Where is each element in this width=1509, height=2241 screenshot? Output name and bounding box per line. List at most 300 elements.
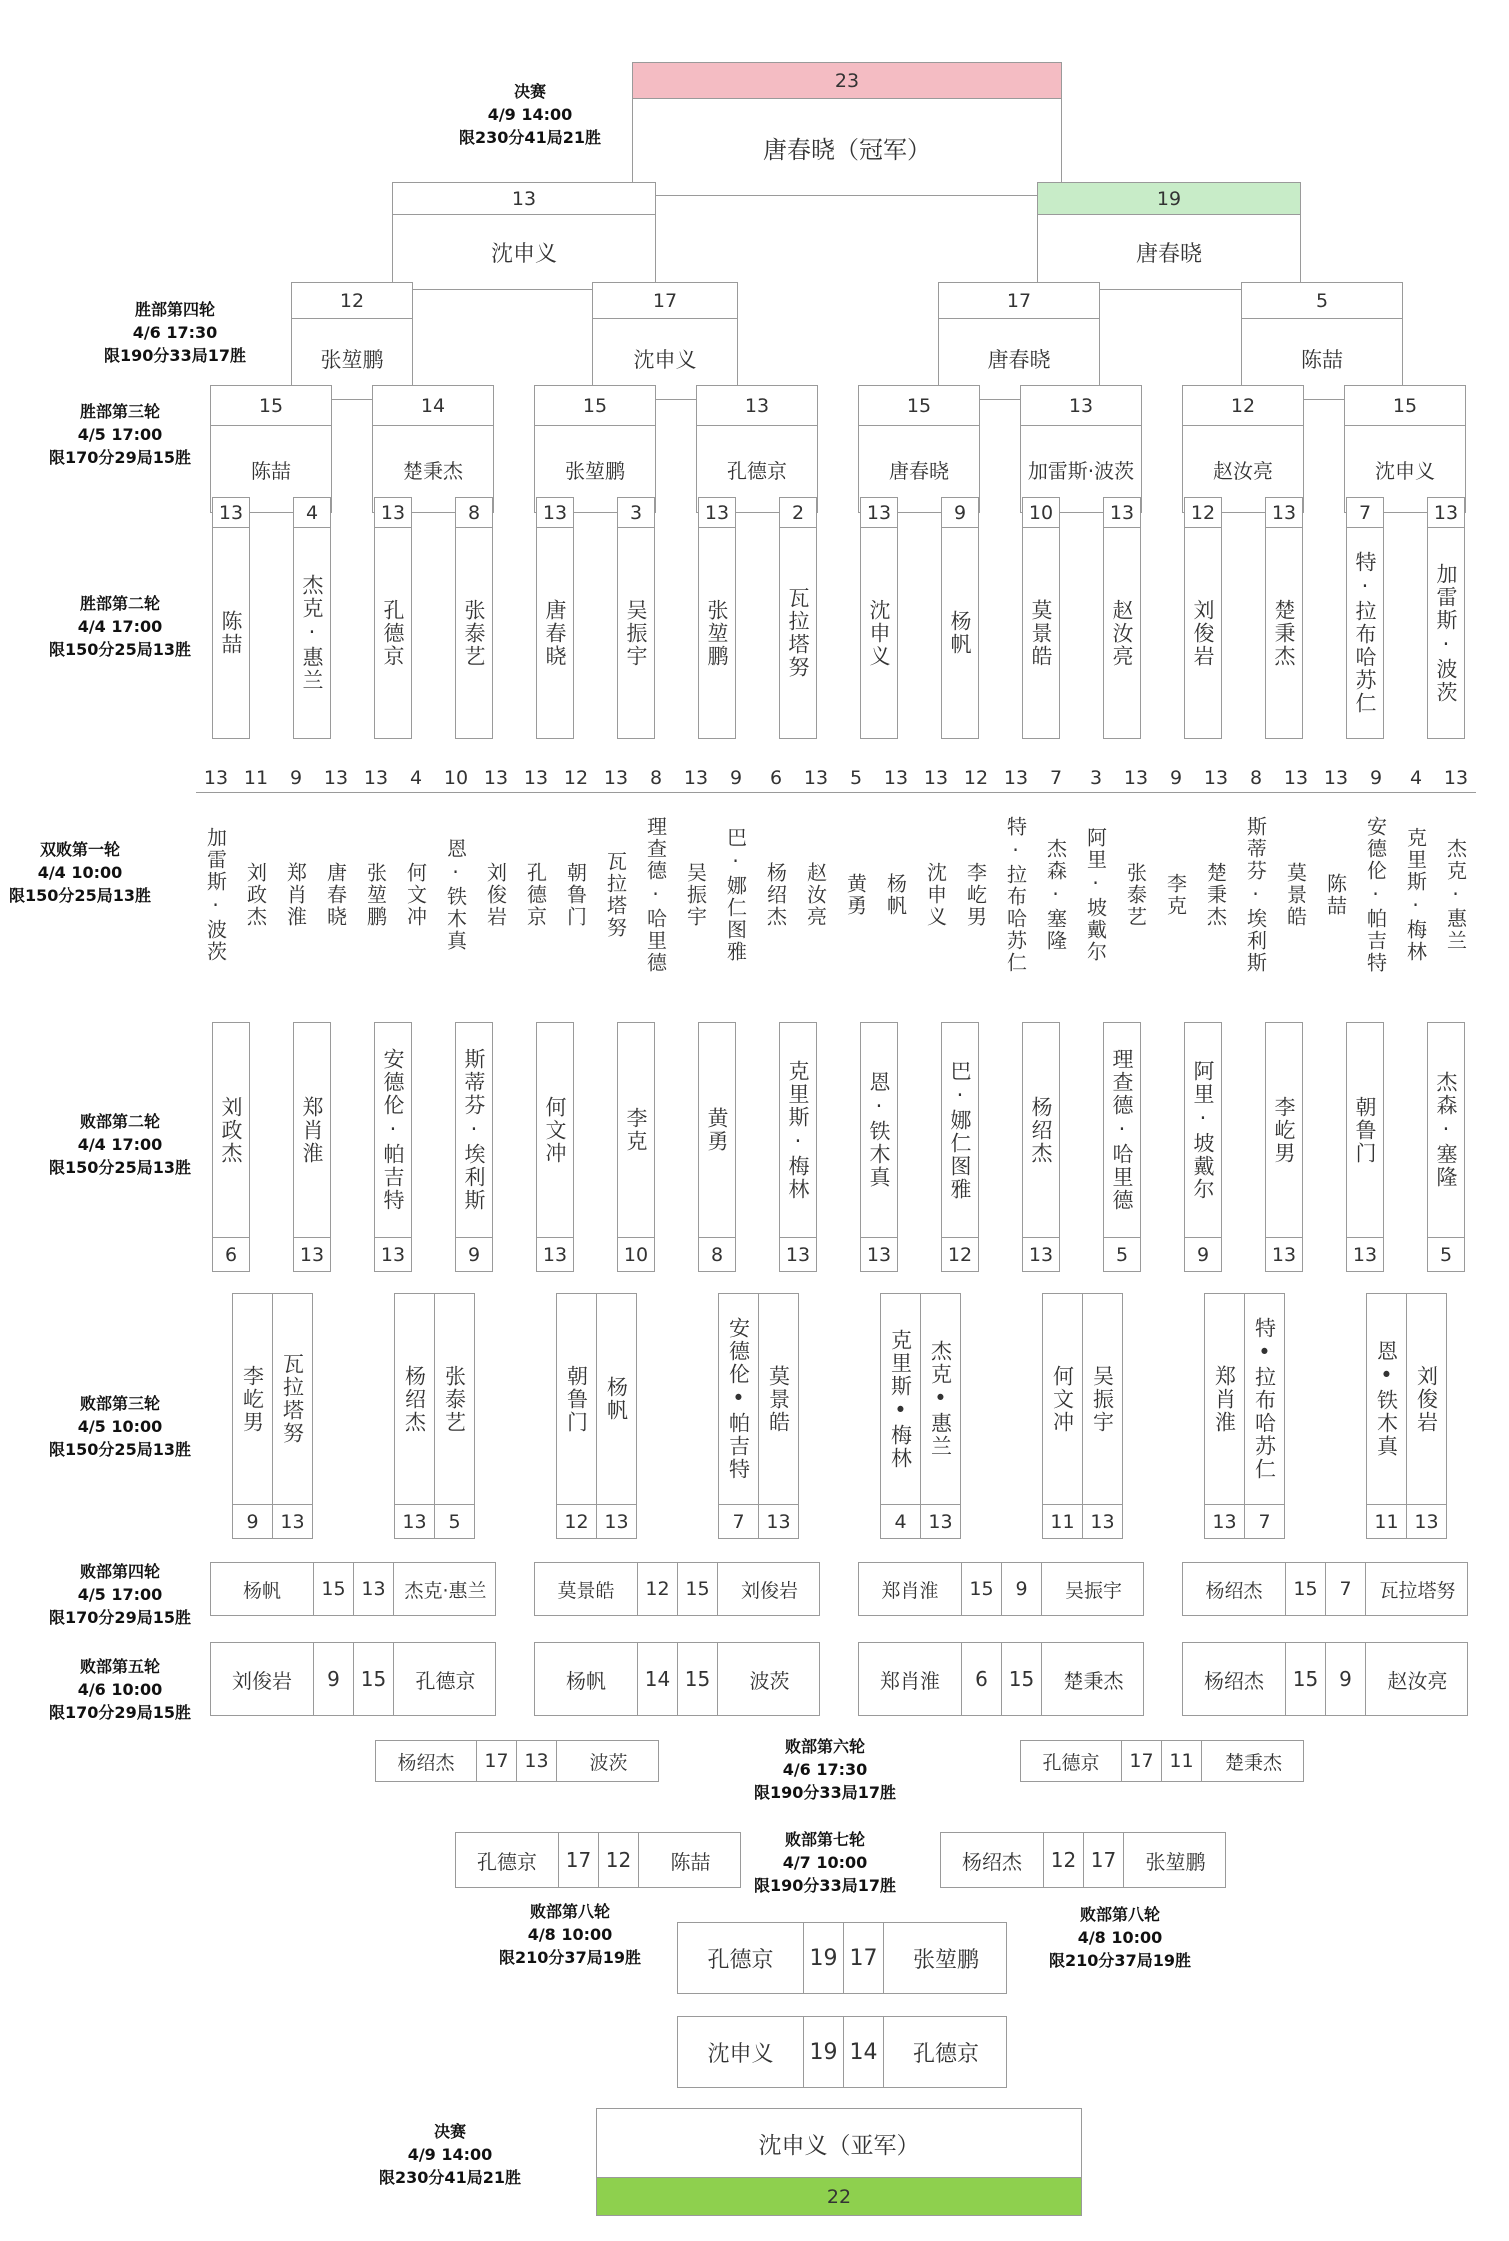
score: 13: [921, 1504, 960, 1538]
player-column[interactable]: [1244, 1293, 1285, 1539]
match-row[interactable]: [940, 1832, 1226, 1888]
player-column[interactable]: [436, 761, 477, 999]
score: 13: [916, 763, 956, 793]
player-column[interactable]: [536, 1022, 574, 1272]
player-name: 波茨: [749, 1668, 790, 1693]
score: 12: [956, 763, 996, 793]
score: 13: [375, 498, 411, 528]
match-box[interactable]: [392, 182, 656, 290]
score: 13: [861, 498, 897, 528]
score: 13: [780, 1237, 816, 1271]
match-row[interactable]: [677, 1922, 1007, 1994]
player-column[interactable]: [556, 761, 597, 999]
score: 6: [756, 763, 796, 793]
player-name: 波茨: [589, 1751, 628, 1774]
player-name: 阿里·坡戴尔: [1191, 1059, 1215, 1201]
player-column[interactable]: [880, 1293, 921, 1539]
player-name: 恩•铁木真: [1374, 1340, 1399, 1458]
player-name: 陈喆: [251, 458, 291, 483]
score: 13: [273, 1504, 312, 1538]
player-name: 李屹男: [963, 862, 988, 928]
player-column[interactable]: [779, 1022, 817, 1272]
player-column[interactable]: [796, 761, 837, 999]
player-name: 瓦拉塔努: [786, 587, 810, 679]
score: 12: [942, 1237, 978, 1271]
player-column[interactable]: [1265, 497, 1303, 739]
score: 5: [1428, 1237, 1464, 1271]
player-name: 唐春晓（冠军）: [763, 135, 931, 164]
player-name: 加雷斯·波茨: [203, 827, 228, 963]
score: 12: [292, 283, 412, 319]
round-limit: 限190分33局17胜: [104, 346, 246, 365]
score: 17: [559, 1833, 599, 1887]
player-column[interactable]: [836, 761, 877, 999]
player-column[interactable]: [232, 1293, 273, 1539]
player-column[interactable]: [434, 1293, 475, 1539]
player-column[interactable]: [556, 1293, 597, 1539]
score: 15: [678, 1643, 718, 1715]
round-limit: 限170分29局15胜: [49, 1703, 191, 1722]
score: 22: [597, 2177, 1081, 2215]
player-column[interactable]: [374, 497, 412, 739]
player-column[interactable]: [1265, 1022, 1303, 1272]
score: 9: [276, 763, 316, 793]
player-column[interactable]: [1427, 1022, 1465, 1272]
match-box[interactable]: [291, 282, 413, 400]
player-column[interactable]: [293, 497, 331, 739]
match-row[interactable]: [210, 1562, 496, 1616]
player-name: 唐春晓: [543, 598, 567, 668]
player-name: 杨帆: [883, 873, 908, 917]
player-name: 刘政杰: [219, 1095, 243, 1165]
round-name: 败部第四轮: [79, 1562, 160, 1581]
player-name: 吴振宇: [683, 862, 708, 928]
player-column[interactable]: [1042, 1293, 1083, 1539]
player-name: 安德伦•帕吉特: [726, 1317, 751, 1481]
player-name: 杨绍杰: [1029, 1095, 1053, 1165]
round-name: 决赛: [433, 2122, 466, 2141]
player-name: 杨绍杰: [402, 1364, 427, 1434]
player-column[interactable]: [476, 761, 517, 999]
round-name: 败部第七轮: [784, 1830, 865, 1849]
score: 8: [1236, 763, 1276, 793]
player-name: 张堃鹏: [363, 862, 388, 928]
score: 17: [939, 283, 1099, 319]
player-name: 黄勇: [843, 873, 868, 917]
round-name: 决赛: [513, 82, 546, 101]
score: 4: [294, 498, 330, 528]
player-name: 沈申义: [678, 2017, 804, 2087]
score: 13: [1083, 1504, 1122, 1538]
score: 17: [1084, 1833, 1124, 1887]
player-column[interactable]: [236, 761, 277, 999]
player-column[interactable]: [212, 1022, 250, 1272]
player-column[interactable]: [1076, 761, 1117, 999]
round-limit: 限150分25局13胜: [9, 886, 151, 905]
player-name: 吴振宇: [624, 598, 648, 668]
score: 13: [1266, 498, 1302, 528]
score: 12: [556, 763, 596, 793]
round-label-lb6: [715, 1735, 935, 1804]
player-name: 赵汝亮: [1387, 1668, 1448, 1693]
player-name: 楚秉杰: [1063, 1668, 1124, 1693]
score: 13: [294, 1237, 330, 1271]
score: 13: [537, 1237, 573, 1271]
player-name: 杨绍杰: [941, 1833, 1044, 1887]
player-name: 刘政杰: [243, 862, 268, 928]
player-column[interactable]: [1103, 1022, 1141, 1272]
round-time: 4/4 17:00: [77, 1135, 163, 1154]
player-name: 朝鲁门: [564, 1364, 589, 1434]
score: 13: [1347, 1237, 1383, 1271]
round-time: 4/6 17:30: [132, 323, 218, 342]
player-column[interactable]: [996, 761, 1037, 999]
score: 13: [1428, 498, 1464, 528]
player-column[interactable]: [1366, 1293, 1407, 1539]
match-row[interactable]: [210, 1642, 496, 1716]
match-box[interactable]: [938, 282, 1100, 400]
round-label-wb4: [65, 298, 285, 367]
player-name: 张泰艺: [442, 1364, 467, 1434]
match-box[interactable]: [534, 385, 656, 513]
round-time: 4/9 14:00: [487, 105, 573, 124]
match-box[interactable]: [1020, 385, 1142, 513]
round-time: 4/4 10:00: [37, 863, 123, 882]
match-row[interactable]: [677, 2016, 1007, 2088]
match-box[interactable]: [1182, 385, 1304, 513]
score: 11: [1367, 1504, 1406, 1538]
match-box[interactable]: [858, 385, 980, 513]
score: 15: [1286, 1563, 1326, 1615]
round-time: 4/5 17:00: [77, 425, 163, 444]
match-row[interactable]: [858, 1642, 1144, 1716]
match-row[interactable]: [455, 1832, 741, 1888]
player-name: 吴振宇: [1090, 1364, 1115, 1434]
score: 5: [1104, 1237, 1140, 1271]
player-column[interactable]: [941, 497, 979, 739]
player-column[interactable]: [396, 761, 437, 999]
score: 3: [618, 498, 654, 528]
score: 13: [1196, 763, 1236, 793]
player-column[interactable]: [1156, 761, 1197, 999]
player-name: 安德伦·帕吉特: [381, 1048, 405, 1212]
player-column[interactable]: [1396, 761, 1437, 999]
score: 13: [1104, 498, 1140, 528]
player-name: 刘俊岩: [1191, 598, 1215, 668]
player-name: 黄勇: [705, 1107, 729, 1153]
score: 14: [638, 1643, 678, 1715]
player-column[interactable]: [920, 1293, 961, 1539]
player-column[interactable]: [1204, 1293, 1245, 1539]
player-column[interactable]: [1036, 761, 1077, 999]
score: 19: [1038, 183, 1300, 215]
player-name: 张泰艺: [462, 598, 486, 668]
player-column[interactable]: [1356, 761, 1397, 999]
score: 7: [1326, 1563, 1366, 1615]
player-column[interactable]: [718, 1293, 759, 1539]
score: 13: [354, 1563, 394, 1615]
player-column[interactable]: [860, 497, 898, 739]
round-limit: 限150分25局13胜: [49, 1440, 191, 1459]
player-column[interactable]: [876, 761, 917, 999]
score: 13: [395, 1504, 434, 1538]
player-name: 加雷斯·波茨: [1027, 458, 1135, 483]
player-name: 瓦拉塔努: [280, 1353, 305, 1445]
match-box[interactable]: [372, 385, 494, 513]
round-time: 4/6 17:30: [782, 1760, 868, 1779]
player-name: 何文冲: [543, 1095, 567, 1165]
player-column[interactable]: [779, 497, 817, 739]
round-limit: 限170分29局15胜: [49, 1608, 191, 1627]
player-column[interactable]: [758, 1293, 799, 1539]
round-time: 4/8 10:00: [1077, 1928, 1163, 1947]
player-name: 楚秉杰: [1272, 598, 1296, 668]
player-name: 阿里·坡戴尔: [1083, 827, 1108, 963]
player-column[interactable]: [916, 761, 957, 999]
player-column[interactable]: [1184, 1022, 1222, 1272]
score: 12: [638, 1563, 678, 1615]
player-name: 孔德京: [456, 1833, 559, 1887]
round-label-final_bottom: [340, 2120, 560, 2189]
player-name: 沈申义: [633, 348, 697, 372]
player-column[interactable]: [756, 761, 797, 999]
player-name: 唐春晓: [987, 348, 1051, 372]
match-box[interactable]: [210, 385, 332, 513]
round-time: 4/9 14:00: [407, 2145, 493, 2164]
player-column[interactable]: [1103, 497, 1141, 739]
score: 10: [1023, 498, 1059, 528]
player-name: 沈申义（亚军）: [758, 2132, 920, 2159]
player-name: 何文冲: [1050, 1364, 1075, 1434]
round-limit: 限190分33局17胜: [754, 1783, 896, 1802]
player-column[interactable]: [716, 761, 757, 999]
player-column[interactable]: [1022, 497, 1060, 739]
round-name: 胜部第三轮: [79, 402, 160, 421]
score: 5: [435, 1504, 474, 1538]
match-box[interactable]: [1037, 182, 1301, 290]
player-name: 陈喆: [670, 1849, 711, 1874]
player-column[interactable]: [860, 1022, 898, 1272]
player-name: 莫景皓: [535, 1563, 638, 1615]
match-box[interactable]: [592, 282, 738, 400]
score: 5: [836, 763, 876, 793]
round-limit: 限230分41局21胜: [379, 2168, 521, 2187]
player-column[interactable]: [1346, 497, 1384, 739]
player-name: 孔德京: [381, 598, 405, 668]
match-box[interactable]: [1241, 282, 1403, 400]
player-name: 张堃鹏: [320, 348, 384, 372]
player-column[interactable]: [941, 1022, 979, 1272]
player-name: 刘俊岩: [211, 1643, 314, 1715]
player-name: 张堃鹏: [565, 458, 625, 483]
player-column[interactable]: [1436, 761, 1477, 999]
player-name: 楚秉杰: [1203, 862, 1228, 928]
score: 19: [804, 1923, 844, 1993]
score: 4: [1396, 763, 1436, 793]
player-name: 杨帆: [948, 610, 972, 656]
match-row[interactable]: [1182, 1642, 1468, 1716]
match-box[interactable]: [696, 385, 818, 513]
round-time: 4/7 10:00: [782, 1853, 868, 1872]
score: 7: [719, 1504, 758, 1538]
score: 13: [1116, 763, 1156, 793]
round-label-lb2: [10, 1110, 230, 1179]
score: 15: [314, 1563, 354, 1615]
player-column[interactable]: [536, 497, 574, 739]
player-name: 特·拉布哈苏仁: [1353, 551, 1377, 715]
player-column[interactable]: [596, 1293, 637, 1539]
round-time: 4/5 10:00: [77, 1417, 163, 1436]
player-column[interactable]: [1236, 761, 1277, 999]
player-name: 郑肖淮: [1212, 1364, 1237, 1434]
player-name: 刘俊岩: [740, 1579, 798, 1602]
player-column[interactable]: [374, 1022, 412, 1272]
score: 13: [1023, 1237, 1059, 1271]
player-name: 何文冲: [403, 862, 428, 928]
score: 12: [1185, 498, 1221, 528]
score: 13: [759, 1504, 798, 1538]
player-column[interactable]: [293, 1022, 331, 1272]
player-name: 恩·铁木真: [867, 1071, 891, 1189]
player-column[interactable]: [698, 1022, 736, 1272]
score: 9: [456, 1237, 492, 1271]
player-column[interactable]: [1184, 497, 1222, 739]
player-name: 克里斯·梅林: [786, 1059, 810, 1201]
score: 13: [375, 1237, 411, 1271]
round-label-lb7: [715, 1828, 935, 1897]
score: 13: [796, 763, 836, 793]
player-column[interactable]: [1116, 761, 1157, 999]
player-name: 李克: [624, 1107, 648, 1153]
player-column[interactable]: [636, 761, 677, 999]
player-column[interactable]: [394, 1293, 435, 1539]
score: 13: [196, 763, 236, 793]
score: 15: [1286, 1643, 1326, 1715]
player-column[interactable]: [596, 761, 637, 999]
player-name: 郑肖淮: [283, 862, 308, 928]
final-box[interactable]: [596, 2108, 1082, 2216]
round-label-lb5: [10, 1655, 230, 1724]
player-column[interactable]: [356, 761, 397, 999]
player-name: 沈申义: [490, 241, 557, 267]
round-time: 4/6 10:00: [77, 1680, 163, 1699]
player-column[interactable]: [1406, 1293, 1447, 1539]
score: 11: [236, 763, 276, 793]
player-name: 巴·娜仁图雅: [948, 1059, 972, 1201]
player-name: 杨帆: [211, 1563, 314, 1615]
player-name: 加雷斯·波茨: [1434, 562, 1458, 704]
player-column[interactable]: [956, 761, 997, 999]
player-column[interactable]: [1346, 1022, 1384, 1272]
score: 13: [356, 763, 396, 793]
match-row[interactable]: [858, 1562, 1144, 1616]
round-name: 败部第八轮: [529, 1902, 610, 1921]
player-column[interactable]: [1196, 761, 1237, 999]
score: 6: [962, 1643, 1002, 1715]
player-name: 孔德京: [415, 1668, 476, 1693]
round-time: 4/5 17:00: [77, 1585, 163, 1604]
match-box[interactable]: [1344, 385, 1466, 513]
player-column[interactable]: [516, 761, 557, 999]
match-row[interactable]: [1182, 1562, 1468, 1616]
score: 7: [1245, 1504, 1284, 1538]
player-column[interactable]: [1276, 761, 1317, 999]
player-column[interactable]: [316, 761, 357, 999]
player-name: 唐春晓: [323, 862, 348, 928]
score: 13: [1021, 386, 1141, 426]
player-column[interactable]: [1082, 1293, 1123, 1539]
match-row[interactable]: [534, 1642, 820, 1716]
player-column[interactable]: [617, 497, 655, 739]
player-column[interactable]: [1427, 497, 1465, 739]
player-name: 特•拉布哈苏仁: [1252, 1317, 1277, 1481]
round-name: 败部第五轮: [79, 1657, 160, 1676]
player-column[interactable]: [1316, 761, 1357, 999]
player-name: 沈申义: [867, 598, 891, 668]
round-time: 4/4 17:00: [77, 617, 163, 636]
player-column[interactable]: [455, 497, 493, 739]
score: 13: [876, 763, 916, 793]
player-name: 吴振宇: [1064, 1579, 1122, 1602]
player-name: 巴·娜仁图雅: [723, 827, 748, 963]
player-name: 杰克·惠兰: [300, 574, 324, 692]
player-name: 楚秉杰: [1224, 1751, 1282, 1774]
score: 12: [557, 1504, 596, 1538]
score: 17: [477, 1741, 517, 1781]
score: 8: [636, 763, 676, 793]
round-label-final_top: [420, 80, 640, 149]
player-name: 莫景皓: [766, 1364, 791, 1434]
player-name: 理查德·哈里德: [643, 816, 668, 974]
player-column[interactable]: [272, 1293, 313, 1539]
player-column[interactable]: [676, 761, 717, 999]
player-column[interactable]: [698, 497, 736, 739]
player-column[interactable]: [196, 761, 237, 999]
player-name: 朝鲁门: [1353, 1095, 1377, 1165]
player-column[interactable]: [1022, 1022, 1060, 1272]
player-name: 陈喆: [1323, 873, 1348, 917]
player-name: 赵汝亮: [803, 862, 828, 928]
player-name: 陈喆: [1301, 348, 1343, 372]
score: 8: [699, 1237, 735, 1271]
player-column[interactable]: [617, 1022, 655, 1272]
score: 9: [942, 498, 978, 528]
round-name: 败部第三轮: [79, 1394, 160, 1413]
player-name: 李屹男: [240, 1364, 265, 1434]
player-column[interactable]: [212, 497, 250, 739]
score: 15: [962, 1563, 1002, 1615]
player-name: 杰森·塞隆: [1043, 838, 1068, 952]
match-row[interactable]: [375, 1740, 659, 1782]
score: 11: [1043, 1504, 1082, 1538]
player-name: 楚秉杰: [403, 458, 463, 483]
player-name: 斯蒂芬·埃利斯: [462, 1048, 486, 1212]
score: 9: [716, 763, 756, 793]
player-column[interactable]: [455, 1022, 493, 1272]
player-name: 孔德京: [523, 862, 548, 928]
score: 9: [1326, 1643, 1366, 1715]
score: 9: [1002, 1563, 1042, 1615]
score: 12: [1044, 1833, 1084, 1887]
player-name: 张堃鹏: [705, 598, 729, 668]
match-box[interactable]: [632, 62, 1062, 196]
match-row[interactable]: [1020, 1740, 1304, 1782]
player-column[interactable]: [276, 761, 317, 999]
score: 14: [844, 2017, 884, 2087]
score: 13: [676, 763, 716, 793]
score: 9: [1156, 763, 1196, 793]
match-row[interactable]: [534, 1562, 820, 1616]
